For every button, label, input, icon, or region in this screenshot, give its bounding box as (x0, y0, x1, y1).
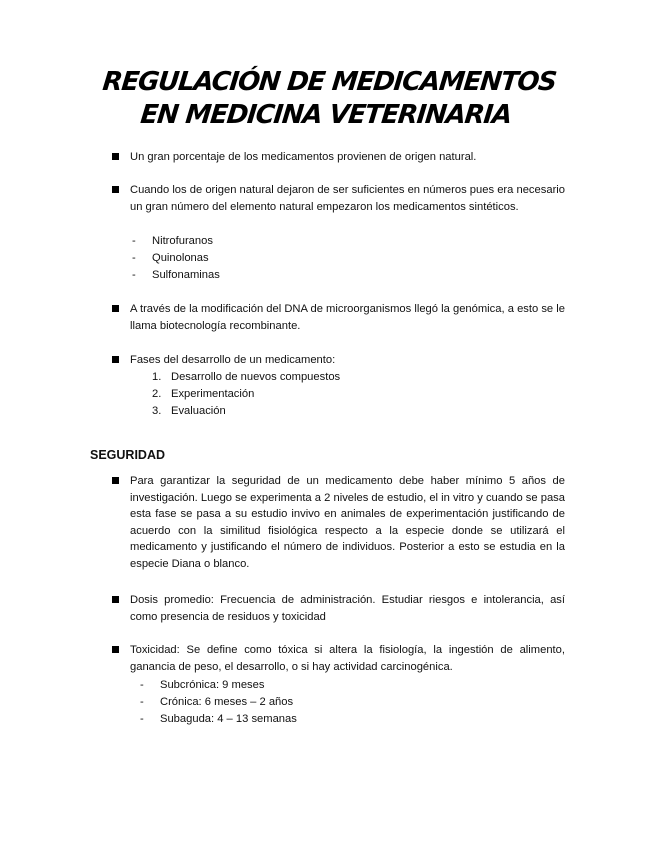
title-line-2: EN MEDICINA VETERINARIA (139, 100, 513, 130)
list-item-cronica: Crónica: 6 meses – 2 años (160, 696, 294, 708)
title-line-1: REGULACIÓN DE MEDICAMENTOS (101, 67, 558, 97)
list-item-sulfonaminas: Sulfonaminas (152, 269, 220, 281)
paragraph-fases: Fases del desarrollo de un medicamento: (130, 354, 336, 366)
dash-marker: - (140, 713, 144, 725)
list-item-nitrofuranos: Nitrofuranos (152, 235, 213, 247)
numbered-marker: 3. (152, 405, 162, 417)
bullet-square-icon (112, 596, 119, 603)
bullet-square-icon (112, 305, 119, 312)
dash-marker: - (132, 252, 136, 264)
list-item-quinolonas: Quinolonas (152, 252, 209, 264)
document-title (57, 66, 599, 132)
paragraph-toxicidad: Toxicidad: Se define como tóxica si altera la fisiología, la ingestión de alimento, ganancia de peso, el desarrollo, o si hay actividad carcinogénica. (130, 644, 565, 673)
bullet-square-icon (112, 153, 119, 160)
list-item-experimentacion: Experimentación (171, 388, 255, 400)
numbered-marker: 1. (152, 371, 162, 383)
list-item-evaluacion: Evaluación (171, 405, 226, 417)
section-heading-seguridad: SEGURIDAD (90, 448, 166, 462)
list-item-desarrollo: Desarrollo de nuevos compuestos (171, 371, 341, 383)
bullet-square-icon (112, 186, 119, 193)
dash-marker: - (132, 235, 136, 247)
bullet-square-icon (112, 646, 119, 653)
paragraph-genomica: A través de la modificación del DNA de microorganismos llegó la genómica, a esto se le llama biotecnología recombinante. (130, 303, 565, 332)
dash-marker: - (140, 679, 144, 691)
dash-marker: - (140, 696, 144, 708)
numbered-marker: 2. (152, 388, 162, 400)
paragraph-dosis-promedio: Dosis promedio: Frecuencia de administración. Estudiar riesgos e intolerancia, así como presencia de residuos y toxicidad (130, 594, 565, 623)
list-item-subaguda: Subaguda: 4 – 13 semanas (160, 713, 297, 725)
bullet-square-icon (112, 356, 119, 363)
paragraph-sinteticos: Cuando los de origen natural dejaron de ser suficientes en números pues era necesario un gran número del elemento natural empezaron los medicamentos sintéticos. (130, 184, 565, 213)
paragraph-origen-natural: Un gran porcentaje de los medicamentos provienen de origen natural. (130, 151, 477, 163)
dash-marker: - (132, 269, 136, 281)
paragraph-garantizar-seguridad: Para garantizar la seguridad de un medicamento debe haber mínimo 5 años de investigación. Luego se experimenta a 2 niveles de estudio, el in vitro y cuando se pasa esta fase se pasa a su estudio invivo en animales de experimentación justificando de acuerdo con la similitud fisiológica respecto a la especie donde se utilizará el medicamento y justificando el número de individuos. Posterior a esto se estudia en la especie Diana o blanco. (130, 475, 565, 570)
bullet-square-icon (112, 477, 119, 484)
list-item-subcronica: Subcrónica: 9 meses (160, 679, 265, 691)
